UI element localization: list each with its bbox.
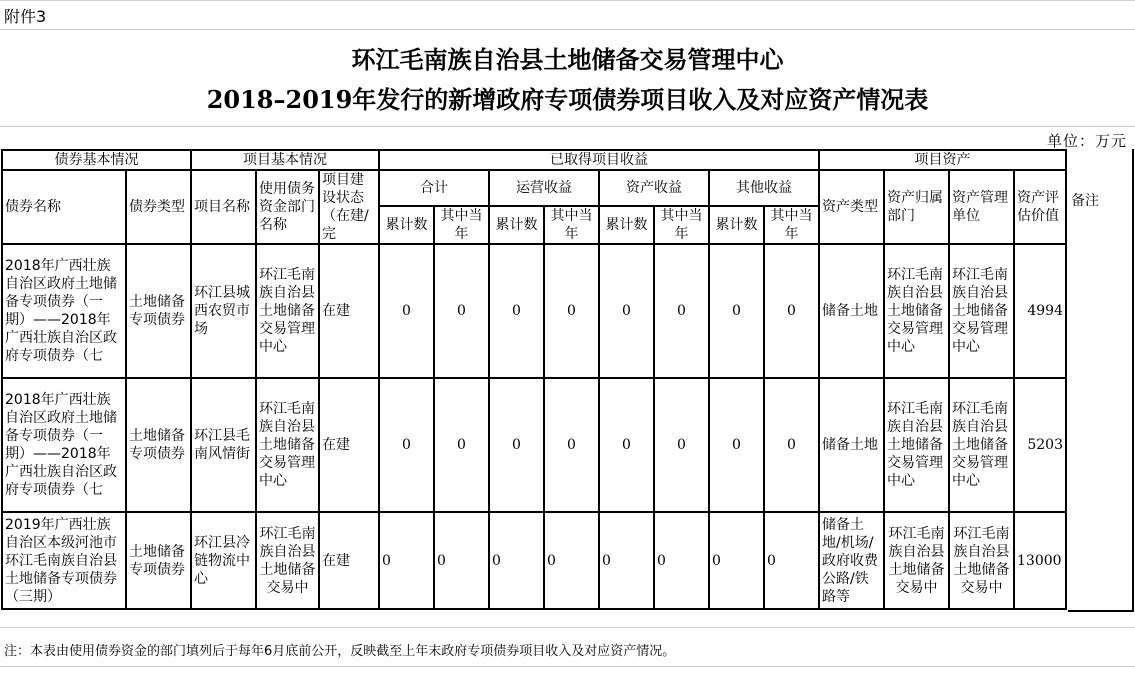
sheet-gridline (0, 627, 1135, 628)
cell-bond-type: 土地储备专项债券 (126, 378, 191, 512)
cell-asset-income-cumulative: 0 (599, 512, 654, 609)
footnote: 注：本表由使用债券资金的部门填列后于每年6月底前公开，反映截至上年末政府专项债券项目收入及对应资产情况。 (4, 644, 676, 659)
header-cumulative: 累计数 (379, 206, 434, 244)
cell-total-cumulative: 0 (379, 244, 434, 378)
cell-bond-type: 土地储备专项债券 (126, 244, 191, 378)
header-current-year: 其中当年 (434, 206, 489, 244)
header-status: 项目建设状态（在建/完 (319, 170, 379, 244)
cell-total-current: 0 (434, 512, 489, 609)
cell-asset-type: 储备土地 (819, 244, 884, 378)
cell-operating-cumulative: 0 (489, 512, 544, 609)
header-asset-dept: 资产归属部门 (884, 170, 949, 244)
cell-other-current: 0 (764, 512, 819, 609)
cell-asset-dept: 环江毛南族自治县土地储备交易管理中心 (884, 378, 949, 512)
cell-asset-dept: 环江毛南族自治县土地储备交易管理中心 (884, 244, 949, 378)
cell-asset-value: 13000 (1014, 512, 1066, 609)
cell-status: 在建 (319, 512, 379, 609)
cell-total-cumulative: 0 (379, 378, 434, 512)
cell-dept: 环江毛南族自治县土地储备交易管理中心 (256, 378, 319, 512)
cell-asset-mgmt: 环江毛南族自治县土地储备交易管理中心 (949, 244, 1014, 378)
table-row (2, 378, 1066, 512)
header-total: 合计 (379, 170, 489, 206)
cell-operating-current: 0 (544, 378, 599, 512)
header-operating: 运营收益 (489, 170, 599, 206)
header-cumulative: 累计数 (489, 206, 544, 244)
cell-other-current: 0 (764, 244, 819, 378)
header-current-year: 其中当年 (654, 206, 709, 244)
header-asset-mgmt: 资产管理单位 (949, 170, 1014, 244)
cell-total-cumulative: 0 (379, 512, 434, 609)
page-title: 环江毛南族自治县土地储备交易管理中心 (351, 45, 784, 74)
header-asset-income: 资产收益 (599, 170, 709, 206)
sheet-gridline (0, 29, 1135, 30)
header-assets: 项目资产 (819, 150, 1066, 170)
cell-asset-value: 4994 (1014, 244, 1066, 378)
cell-bond-name: 2019年广西壮族自治区本级河池市环江毛南族自治县土地储备专项债券（三期） (2, 512, 126, 609)
attachment-label: 附件3 (4, 7, 47, 26)
cell-asset-income-current: 0 (654, 244, 709, 378)
header-current-year: 其中当年 (764, 206, 819, 244)
cell-asset-value: 5203 (1014, 378, 1066, 512)
header-current-year: 其中当年 (544, 206, 599, 244)
cell-project-name: 环江县城西农贸市场 (191, 244, 256, 378)
unit-label: 单位：万元 (1046, 132, 1127, 150)
header-bond-basic: 债券基本情况 (2, 150, 191, 170)
cell-status: 在建 (319, 378, 379, 512)
sheet-gridline (0, 666, 1135, 667)
header-cumulative: 累计数 (599, 206, 654, 244)
cell-status: 在建 (319, 244, 379, 378)
cell-project-name: 环江县毛南风情街 (191, 378, 256, 512)
header-income: 已取得项目收益 (379, 150, 819, 170)
remark-column (1068, 149, 1134, 612)
cell-operating-cumulative: 0 (489, 244, 544, 378)
cell-total-current: 0 (434, 244, 489, 378)
cell-asset-type: 储备土地/机场/政府收费公路/铁路等 (819, 512, 884, 609)
cell-other-cumulative: 0 (709, 378, 764, 512)
page-subtitle: 2018–2019年发行的新增政府专项债券项目收入及对应资产情况表 (206, 85, 929, 114)
header-dept: 使用债务资金部门名称 (256, 170, 319, 244)
sheet-gridline (0, 126, 1135, 127)
header-project-basic: 项目基本情况 (191, 150, 379, 170)
header-bond-name: 债券名称 (2, 170, 126, 244)
table-row (2, 244, 1066, 378)
data-table (1, 149, 1067, 610)
cell-operating-current: 0 (544, 244, 599, 378)
cell-other-cumulative: 0 (709, 512, 764, 609)
sheet-gridline (0, 0, 1135, 1)
cell-asset-mgmt: 环江毛南族自治县土地储备交易管理中心 (949, 378, 1014, 512)
cell-bond-type: 土地储备专项债券 (126, 512, 191, 609)
header-bond-type: 债券类型 (126, 170, 191, 244)
cell-operating-current: 0 (544, 512, 599, 609)
cell-other-current: 0 (764, 378, 819, 512)
cell-dept: 环江毛南族自治县土地储备交易中 (256, 512, 319, 609)
table-row (2, 512, 1066, 609)
cell-bond-name: 2018年广西壮族自治区政府土地储备专项债券（一期）——2018年广西壮族自治区政府专项债券（七 (2, 244, 126, 378)
header-other: 其他收益 (709, 170, 819, 206)
header-remark: 备注 (1071, 193, 1099, 209)
header-project-name: 项目名称 (191, 170, 256, 244)
header-asset-value: 资产评估价值 (1014, 170, 1066, 244)
cell-asset-dept: 环江毛南族自治县土地储备交易中 (884, 512, 949, 609)
cell-asset-income-current: 0 (654, 512, 709, 609)
cell-project-name: 环江县冷链物流中心 (191, 512, 256, 609)
header-cumulative: 累计数 (709, 206, 764, 244)
cell-bond-name: 2018年广西壮族自治区政府土地储备专项债券（一期）——2018年广西壮族自治区政府专项债券（七 (2, 378, 126, 512)
header-asset-type: 资产类型 (819, 170, 884, 244)
cell-total-current: 0 (434, 378, 489, 512)
cell-operating-cumulative: 0 (489, 378, 544, 512)
cell-asset-income-cumulative: 0 (599, 244, 654, 378)
cell-asset-income-current: 0 (654, 378, 709, 512)
cell-asset-type: 储备土地 (819, 378, 884, 512)
cell-dept: 环江毛南族自治县土地储备交易管理中心 (256, 244, 319, 378)
cell-asset-income-cumulative: 0 (599, 378, 654, 512)
cell-asset-mgmt: 环江毛南族自治县土地储备交易中 (949, 512, 1014, 609)
cell-other-cumulative: 0 (709, 244, 764, 378)
